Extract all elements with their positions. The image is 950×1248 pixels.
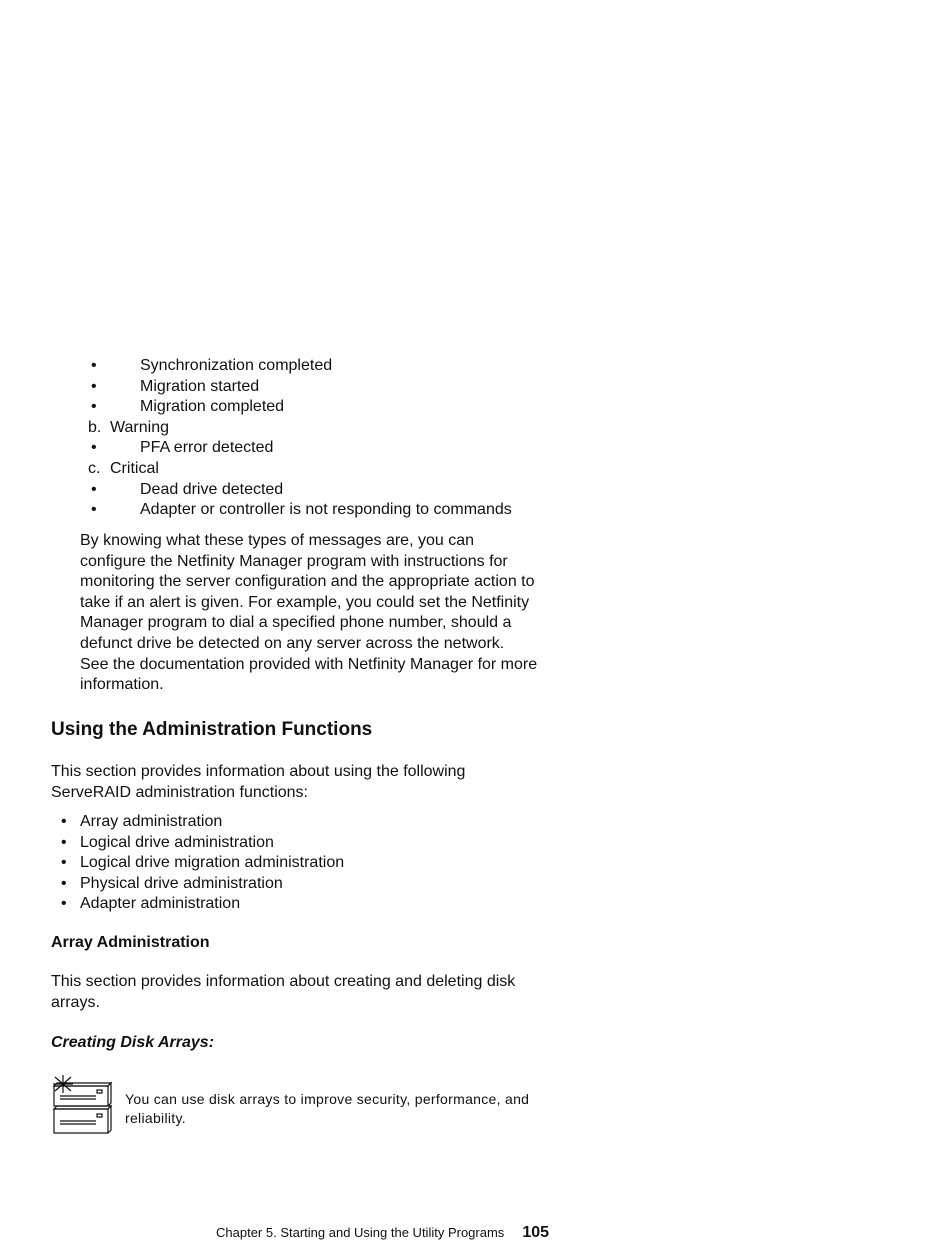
list-item: • Adapter or controller is not responding to commands [110,500,512,521]
list-item: • Logical drive administration [80,833,344,854]
intro-line: This section provides information about using the following [51,763,466,780]
critical-category [88,459,512,480]
paragraph-line: Manager program to dial a specified phone number, should a [80,614,512,632]
disk-array-icon [51,1074,115,1138]
tip-line: reliability. [125,1110,186,1126]
chapter-title: Chapter 5. Starting and Using the Utility Programs [216,1225,505,1240]
category-label: Critical [110,459,159,477]
array-admin-intro [51,972,515,1013]
list-item: • Migration completed [110,397,512,418]
functions-list [80,812,344,915]
category-label: Warning [110,418,169,436]
paragraph-line: See the documentation provided with Netfinity Manager for more [80,655,538,673]
list-item: • Synchronization completed [110,356,512,377]
warning-category [88,418,512,439]
section-intro [51,762,465,803]
list-item: • Array administration [80,812,344,833]
list-marker: c. [88,459,101,477]
list-marker: b. [88,418,102,436]
list-item: • PFA error detected [110,438,512,459]
page-number: 105 [522,1224,550,1241]
netfinity-paragraph [80,531,580,696]
paragraph-line: configure the Netfinity Manager program with instructions for [80,552,508,570]
paragraph-line: defunct drive be detected on any server across the network. [80,634,505,652]
list-item: • Physical drive administration [80,874,344,895]
alert-status-list [88,356,512,521]
intro-line: This section provides information about creating and deleting disk [51,973,516,990]
section-heading: Using the Administration Functions [51,719,373,740]
creating-arrays-heading: Creating Disk Arrays: [51,1034,215,1051]
disk-array-tip [125,1090,529,1128]
paragraph-line: By knowing what these types of messages are, you can [80,532,474,549]
array-admin-heading: Array Administration [51,934,210,951]
tip-line: You can use disk arrays to improve security, performance, and [125,1091,530,1107]
intro-line: arrays. [51,993,100,1011]
list-item: • Adapter administration [80,894,344,915]
paragraph-line: take if an alert is given. For example, you could set the Netfinity [80,593,530,611]
page-footer [216,1224,549,1242]
intro-line: ServeRAID administration functions: [51,783,308,801]
list-item: • Logical drive migration administration [80,853,344,874]
list-item: • Dead drive detected [110,480,512,501]
list-item: • Migration started [110,377,512,398]
paragraph-line: monitoring the server configuration and the appropriate action to [80,573,535,591]
paragraph-line: information. [80,676,164,694]
